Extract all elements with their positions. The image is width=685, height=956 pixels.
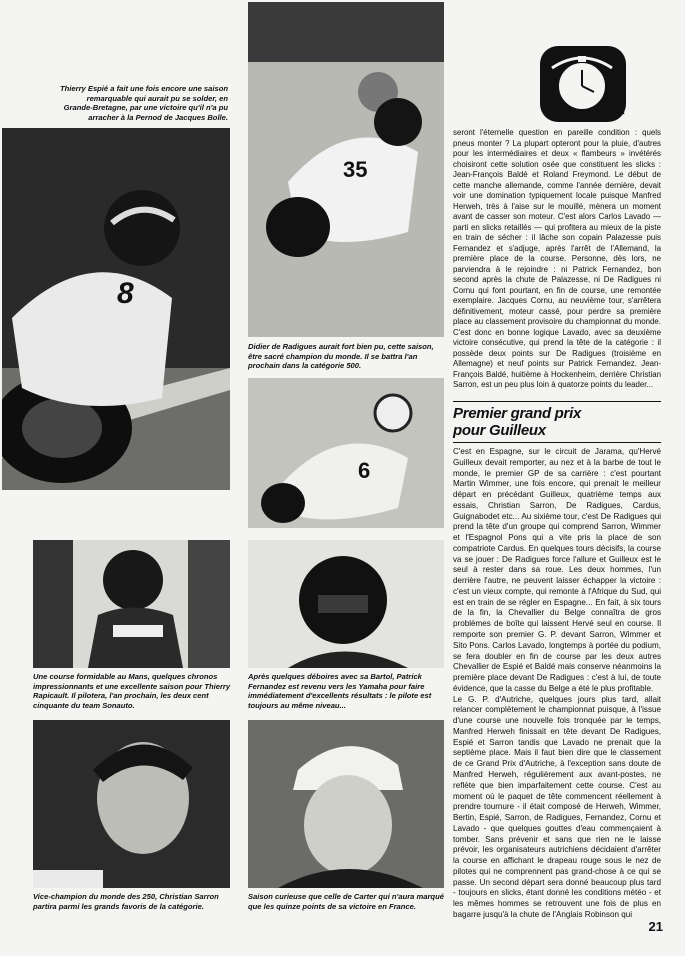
svg-text:8: 8 [117,277,134,310]
caption-rapicault: Une course formidable au Mans, quelques chronos impressionnants et une excellente saison pour Thierry Rapicault. Il pilotera, l'an prochain, les deux cent cinquante du team Sonauto. [33,672,231,710]
caption-radigues: Didier de Radigues aurait fort bien pu, cette saison, être sacré champion du monde. Il se battra l'an prochain dans la catégorie 500. [248,342,434,371]
photo-radigues-motorcycle [248,2,444,337]
heading-line-2: pour Guilleux [453,422,546,439]
photo-rapicault-portrait [33,540,230,668]
sport-logo [538,38,658,128]
photo-fernandez-race [248,378,444,528]
caption-sarron: Vice-champion du monde des 250, Christian Sarron partira parmi les grands favoris de la catégorie. [33,892,219,911]
caption-carter: Saison curieuse que celle de Carter qui n'aura marqué que les quinze points de sa victoire en France. [248,892,444,911]
section-heading [453,405,661,439]
page-number: 21 [648,919,663,934]
article-column-1: seront l'éternelle question en pareille condition : quels pneus monter ? La plupart opteront pour la pluie, d'autres pour les intermédiaires et deux « flambeurs » invétérés choisiront cette solution osée que constituent les slicks : Jean-François Baldé et Roland Freymond. Le début de cette manche allemande, comme l'année dernière, devait voir une domination typiquement locale puisque Manfred Herweh, très à l'aise sur le mouillé, mènera un moment avant de casser son moteur. C'est alors Carlos Lavado — parti en slicks retaillés — qui profitera au mieux de la piste en train de sécher : il lâche son copain Palazesse puis Fernandez et s'adjuge, après l'arrêt de l'Allemand, la première place de la course. Personne, dès lors, ne parviendra à le rejoindre : ni Patrick Fernandez, bon second après la chute de Palazesse, ni De Radigues ni Cornu qui font pourtant, en fin de course, une remontée exemplaire. Jacques Cornu, au neuvième tour, s'arrêtera définitivement, moteur cassé, pour perdre sa première place au classement provisoire du championnat du monde. C'est donc en bonne logique Lavado, avec sa deuxième victoire consécutive, qui prend la tête de la catégorie : il possède deux points sur De Radigues (troisième en Allemagne) et neuf points sur Patrick Fernandez. Jean-François Baldé, huitième à Hockenheim, derrière Christian Sarron, est un peu plus loin à quatorze points du leader... [453,128,661,389]
caption-fernandez: Après quelques déboires avec sa Bartol, Patrick Fernandez est revenu vers les Yamaha pour faire immédiatement d'excellents résultats : le pilote est toujours au même niveau... [248,672,432,710]
article-column-2: C'est en Espagne, sur le circuit de Jarama, qu'Hervé Guilleux devait remporter, au nez et à la barbe de tout le monde, le premier GP de sa carrière : c'est pourtant Martin Wimmer, une fois encore, qui prenait le meilleur départ en précédant Guilleux, quatrième temps aux essais, Christian Sarron, De Radigues, Cardus, Guignabodet etc... Au sixième tour, c'est De Radigues qui prend la tête d'un groupe qui comprend Sarron, Wimmer et l'Espagnol Pons qui a vite pris la place de son compatriote Cardus. En quelques tours décisifs, la course va se jouer : De Radigues force l'allure et Guilleux est le seul à rester dans sa roue. Les deux hommes, l'un derrière l'autre, ne peuvent laisser échapper la victoire : c'est un vieux compte, qui remonte à l'Afrique du Sud, qui est en train de se régler en Espagne... En fait, à six tours de la fin, la Chevallier du Belge connaîtra de gros problèmes de boîte qui laissent Hervé seul en course. Il remporte son premier G. P. devant Sarron, Wimmer et Sito Pons. Carlos Lavado, longtemps à portée du podium, se fera doubler en fin de course par les deux autres Chevallier de Espié et Baldé mais conserve néanmoins la première place devant De Radigues : c'est à lui, de toute évidence, que la casse du Belge a été le plus profitable. Le G. P. d'Autriche, quelques jours plus tard, allait relancer complètement le championnat puisque, à l'issue d'une course une nouvelle fois tronquée par le temps, Manfred Herweh finissait en tête devant De Radigues, Espié et Sarron tandis que Lavado ne prenait que la septième place. Mais il faut bien dire que le classement de ce Grand Prix d'Autriche, à l'exception sans doute de Manfred Herweh, régulièrement aux avant-postes, ne reflète que bien imparfaitement cette course. C'est au moment où le paquet de tête commencent réellement à prendre tournure - il était composé de Herweh, Wimmer, Bertin, Espié, Sarron, de Radigues, Fernandez, Cornu et Lavado - que quelques gouttes d'eau commençaient à tomber. Sans prévenir et sans que rien ne le laisse prévoir, les organisateurs autrichiens décidaient d'arrêter la course en affichant le drapeau rouge sous le nez de pilotes qui ne comprennent pas grand-chose à ce qui se passe. Un second départ sera donné beaucoup plus tard - toujours en slicks, étant donné les conditions météo - et les mêmes hommes se retrouvent une fois de plus en bagarre jusqu'à la chute de l'Anglais Robinson qui [453,447,661,919]
svg-text:35: 35 [343,157,368,182]
svg-text:6: 6 [358,458,371,483]
heading-rule-bottom [453,442,661,443]
photo-carter-portrait [248,720,444,888]
photo-sarron-portrait [33,720,230,888]
heading-line-1: Premier grand prix [453,405,581,422]
caption-espie: Thierry Espié a fait une fois encore une saison remarquable qui aurait pu se solder, en Grande-Bretagne, par une victoire qu'il n'a pu arracher à la Pernod de Jacques Bolle. [60,84,228,122]
sport-logo-word: sport [608,70,628,115]
photo-fernandez-helmet [248,540,444,668]
photo-espie-motorcycle [2,128,230,490]
heading-rule-top [453,401,661,402]
